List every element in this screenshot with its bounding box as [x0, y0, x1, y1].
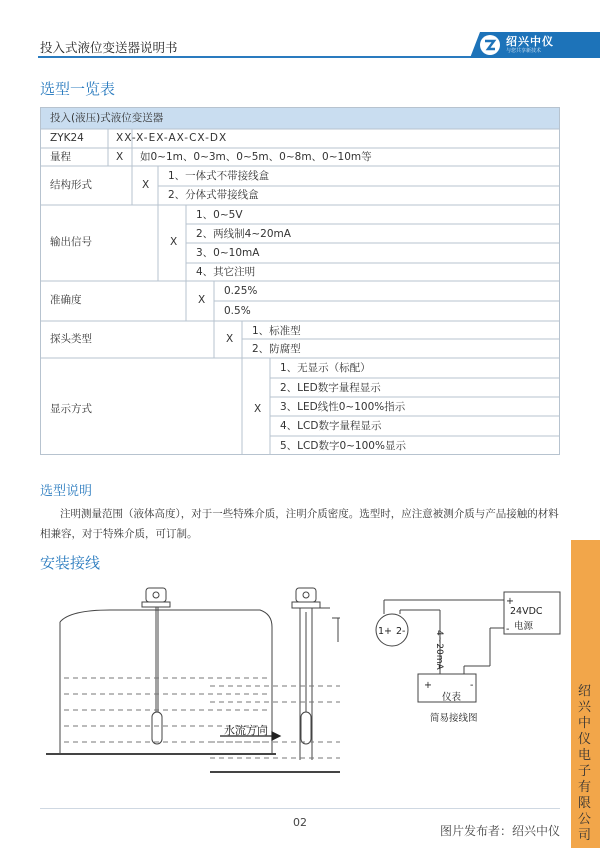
power-sub-label: 电源	[514, 621, 534, 632]
row-x-probe: X	[226, 333, 234, 345]
page-number: 02	[293, 816, 307, 829]
terminal-minus-label: 2-	[396, 626, 406, 637]
row-label-probe: 探头类型	[50, 333, 92, 345]
river-drawing	[210, 588, 340, 772]
selection-table	[40, 107, 560, 455]
note-heading: 选型说明	[40, 484, 93, 499]
row-x-accuracy: X	[198, 294, 206, 306]
accuracy-option-1: 0.25%	[224, 285, 258, 297]
structure-option-1: 1、一体式不带接线盒	[168, 170, 270, 182]
power-minus-label: -	[506, 624, 510, 635]
logo-name: 绍兴中仪	[506, 35, 554, 48]
power-label: 24VDC	[510, 606, 543, 617]
row-label-range: 量程	[50, 151, 71, 163]
install-heading: 安装接线	[40, 554, 101, 572]
document-title: 投入式液位变送器说明书	[40, 40, 178, 55]
header-divider	[38, 56, 478, 58]
display-option-1: 1、无显示（标配）	[280, 362, 371, 374]
meter-minus-label: -	[470, 680, 474, 691]
footer-divider	[40, 808, 560, 809]
display-option-3: 3、LED线性0~100%指示	[280, 401, 406, 413]
output-option-1: 1、0~5V	[196, 209, 243, 221]
row-label-output: 输出信号	[50, 236, 92, 248]
publisher-watermark: 图片发布者：绍兴中仪	[440, 824, 561, 838]
output-option-4: 4、其它注明	[196, 266, 256, 278]
terminal-plus-label: 1+	[378, 626, 393, 637]
company-name-vertical: 绍兴中仪电子有限公司	[578, 684, 592, 843]
row-x-output: X	[170, 236, 178, 248]
note-text: 注明测量范围（液体高度），对于一些特殊介质，注明介质密度。选型时，应注意被测介质与产品接触的材料相兼容，对于特殊介质，可订制。	[40, 508, 559, 540]
company-logo-icon	[478, 33, 502, 57]
meter-label: 仪表	[442, 692, 462, 703]
structure-option-2: 2、分体式带接线盒	[168, 189, 259, 201]
table-title: 投入(液压)式液位变送器	[50, 112, 164, 124]
wiring-caption: 简易接线图	[430, 713, 478, 724]
installation-diagram	[40, 582, 570, 787]
display-option-4: 4、LCD数字量程显示	[280, 420, 382, 432]
meter-plus-label: +	[424, 680, 432, 691]
probe-option-1: 1、标准型	[252, 325, 301, 337]
range-option: 如0~1m、0~3m、0~5m、0~8m、0~10m等	[140, 151, 372, 163]
row-label-display: 显示方式	[50, 403, 92, 415]
row-label-accuracy: 准确度	[50, 294, 82, 306]
probe-option-2: 2、防腐型	[252, 343, 301, 355]
row-x-display: X	[254, 403, 262, 415]
model-pattern: XX-X-EX-AX-CX-DX	[116, 132, 228, 144]
flow-direction-label: 水流方向	[224, 724, 268, 737]
selection-heading: 选型一览表	[40, 80, 116, 98]
accuracy-option-2: 0.5%	[224, 305, 251, 317]
signal-label: 4~20mA	[434, 630, 444, 670]
power-plus-label: +	[506, 596, 514, 607]
row-label-structure: 结构形式	[50, 179, 92, 191]
model-code: ZYK24	[50, 132, 84, 144]
row-x-range: X	[116, 151, 124, 163]
logo-slogan: 与您共享新技术	[506, 48, 542, 54]
row-x-structure: X	[142, 179, 150, 191]
output-option-3: 3、0~10mA	[196, 247, 260, 259]
display-option-5: 5、LCD数字0~100%显示	[280, 440, 406, 452]
output-option-2: 2、两线制4~20mA	[196, 228, 291, 240]
display-option-2: 2、LED数字量程显示	[280, 382, 381, 394]
